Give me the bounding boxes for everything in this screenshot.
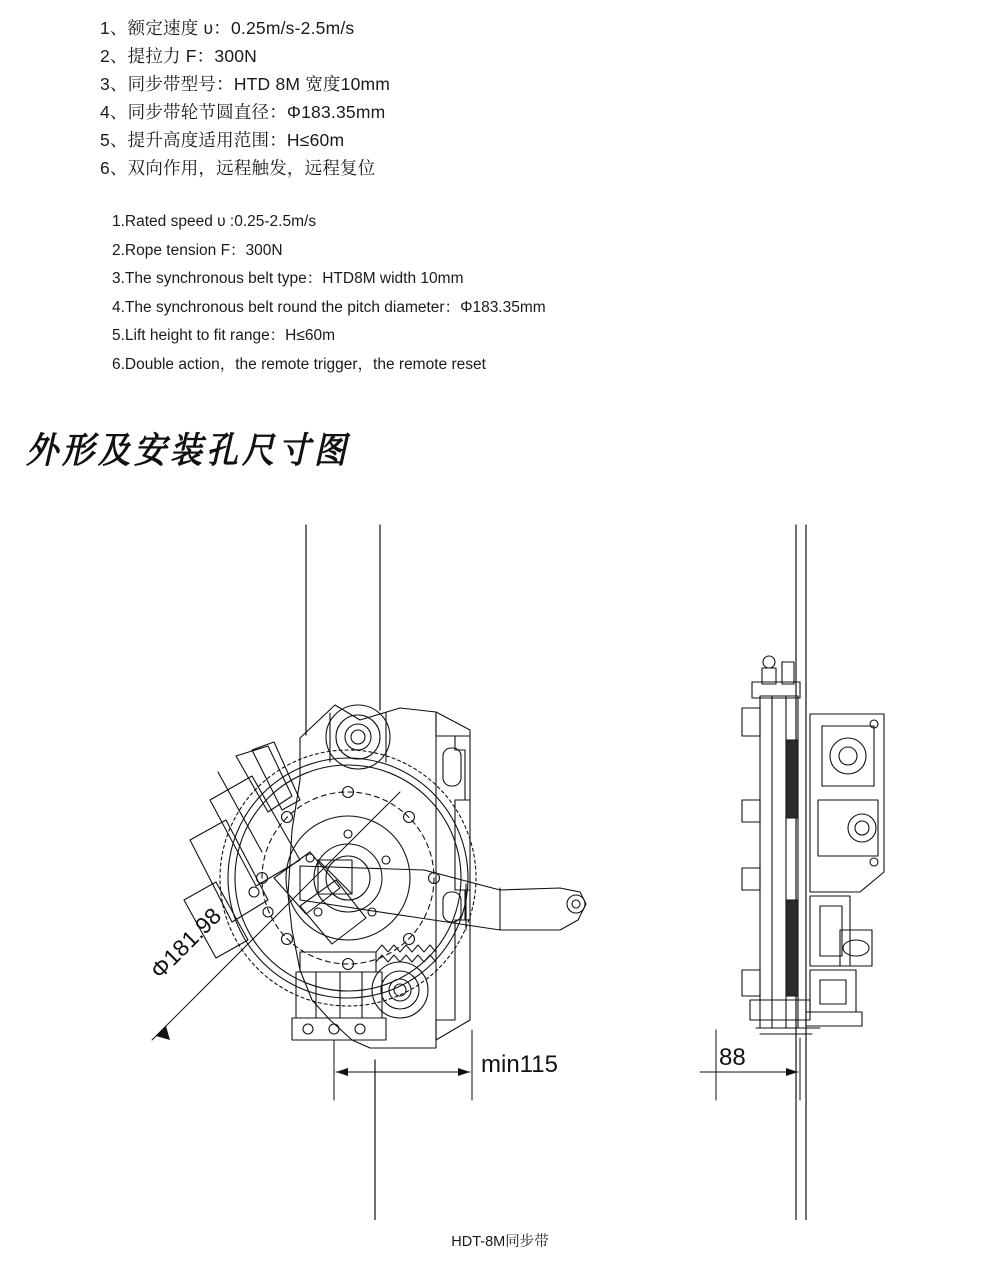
bottom-idler: [372, 962, 428, 1018]
spec-cn-line: 6、双向作用，远程触发，远程复位: [100, 158, 376, 178]
spec-list-english: [112, 208, 912, 379]
diameter-dimension: [152, 792, 400, 1040]
min-width-dimension-label: min115: [481, 1051, 558, 1078]
depth-dimension-label: 88: [719, 1044, 746, 1071]
bolt-holes: [257, 787, 440, 970]
spec-en-line: 1.Rated speed υ :0.25-2.5m/s: [112, 213, 317, 230]
spec-en-line: 5.Lift height to fit range：H≤60m: [112, 327, 336, 344]
spec-cn-line: 4、同步带轮节圆直径：Φ183.35mm: [100, 102, 386, 122]
spec-list-chinese: [100, 14, 860, 182]
depth-dimension: [700, 1030, 800, 1100]
side-view-body: [742, 656, 884, 1034]
diameter-dimension-label: Φ181.98: [145, 902, 227, 984]
spec-en-line: 3.The synchronous belt type：HTD8M width 10mm: [112, 270, 464, 287]
section-heading: 外形及安装孔尺寸图: [26, 428, 351, 472]
spec-cn-line: 2、提拉力 F：300N: [100, 46, 258, 66]
spec-cn-line: 3、同步带型号：HTD 8M 宽度10mm: [100, 74, 391, 94]
spec-en-line: 2.Rope tension F：300N: [112, 241, 283, 259]
spec-cn-line: 5、提升高度适用范围：H≤60m: [100, 130, 345, 150]
lever-arm: [300, 860, 586, 930]
spec-en-line: 6.Double action，the remote trigger，the remote reset: [112, 355, 486, 373]
figure-caption: HDT-8M同步带: [451, 1234, 549, 1250]
technical-drawing: [0, 500, 1000, 1220]
spec-cn-line: 1、额定速度 υ：0.25m/s-2.5m/s: [100, 18, 355, 38]
spec-en-line: 4.The synchronous belt round the pitch diameter：Φ183.35mm: [112, 298, 546, 316]
top-idler: [326, 705, 390, 769]
